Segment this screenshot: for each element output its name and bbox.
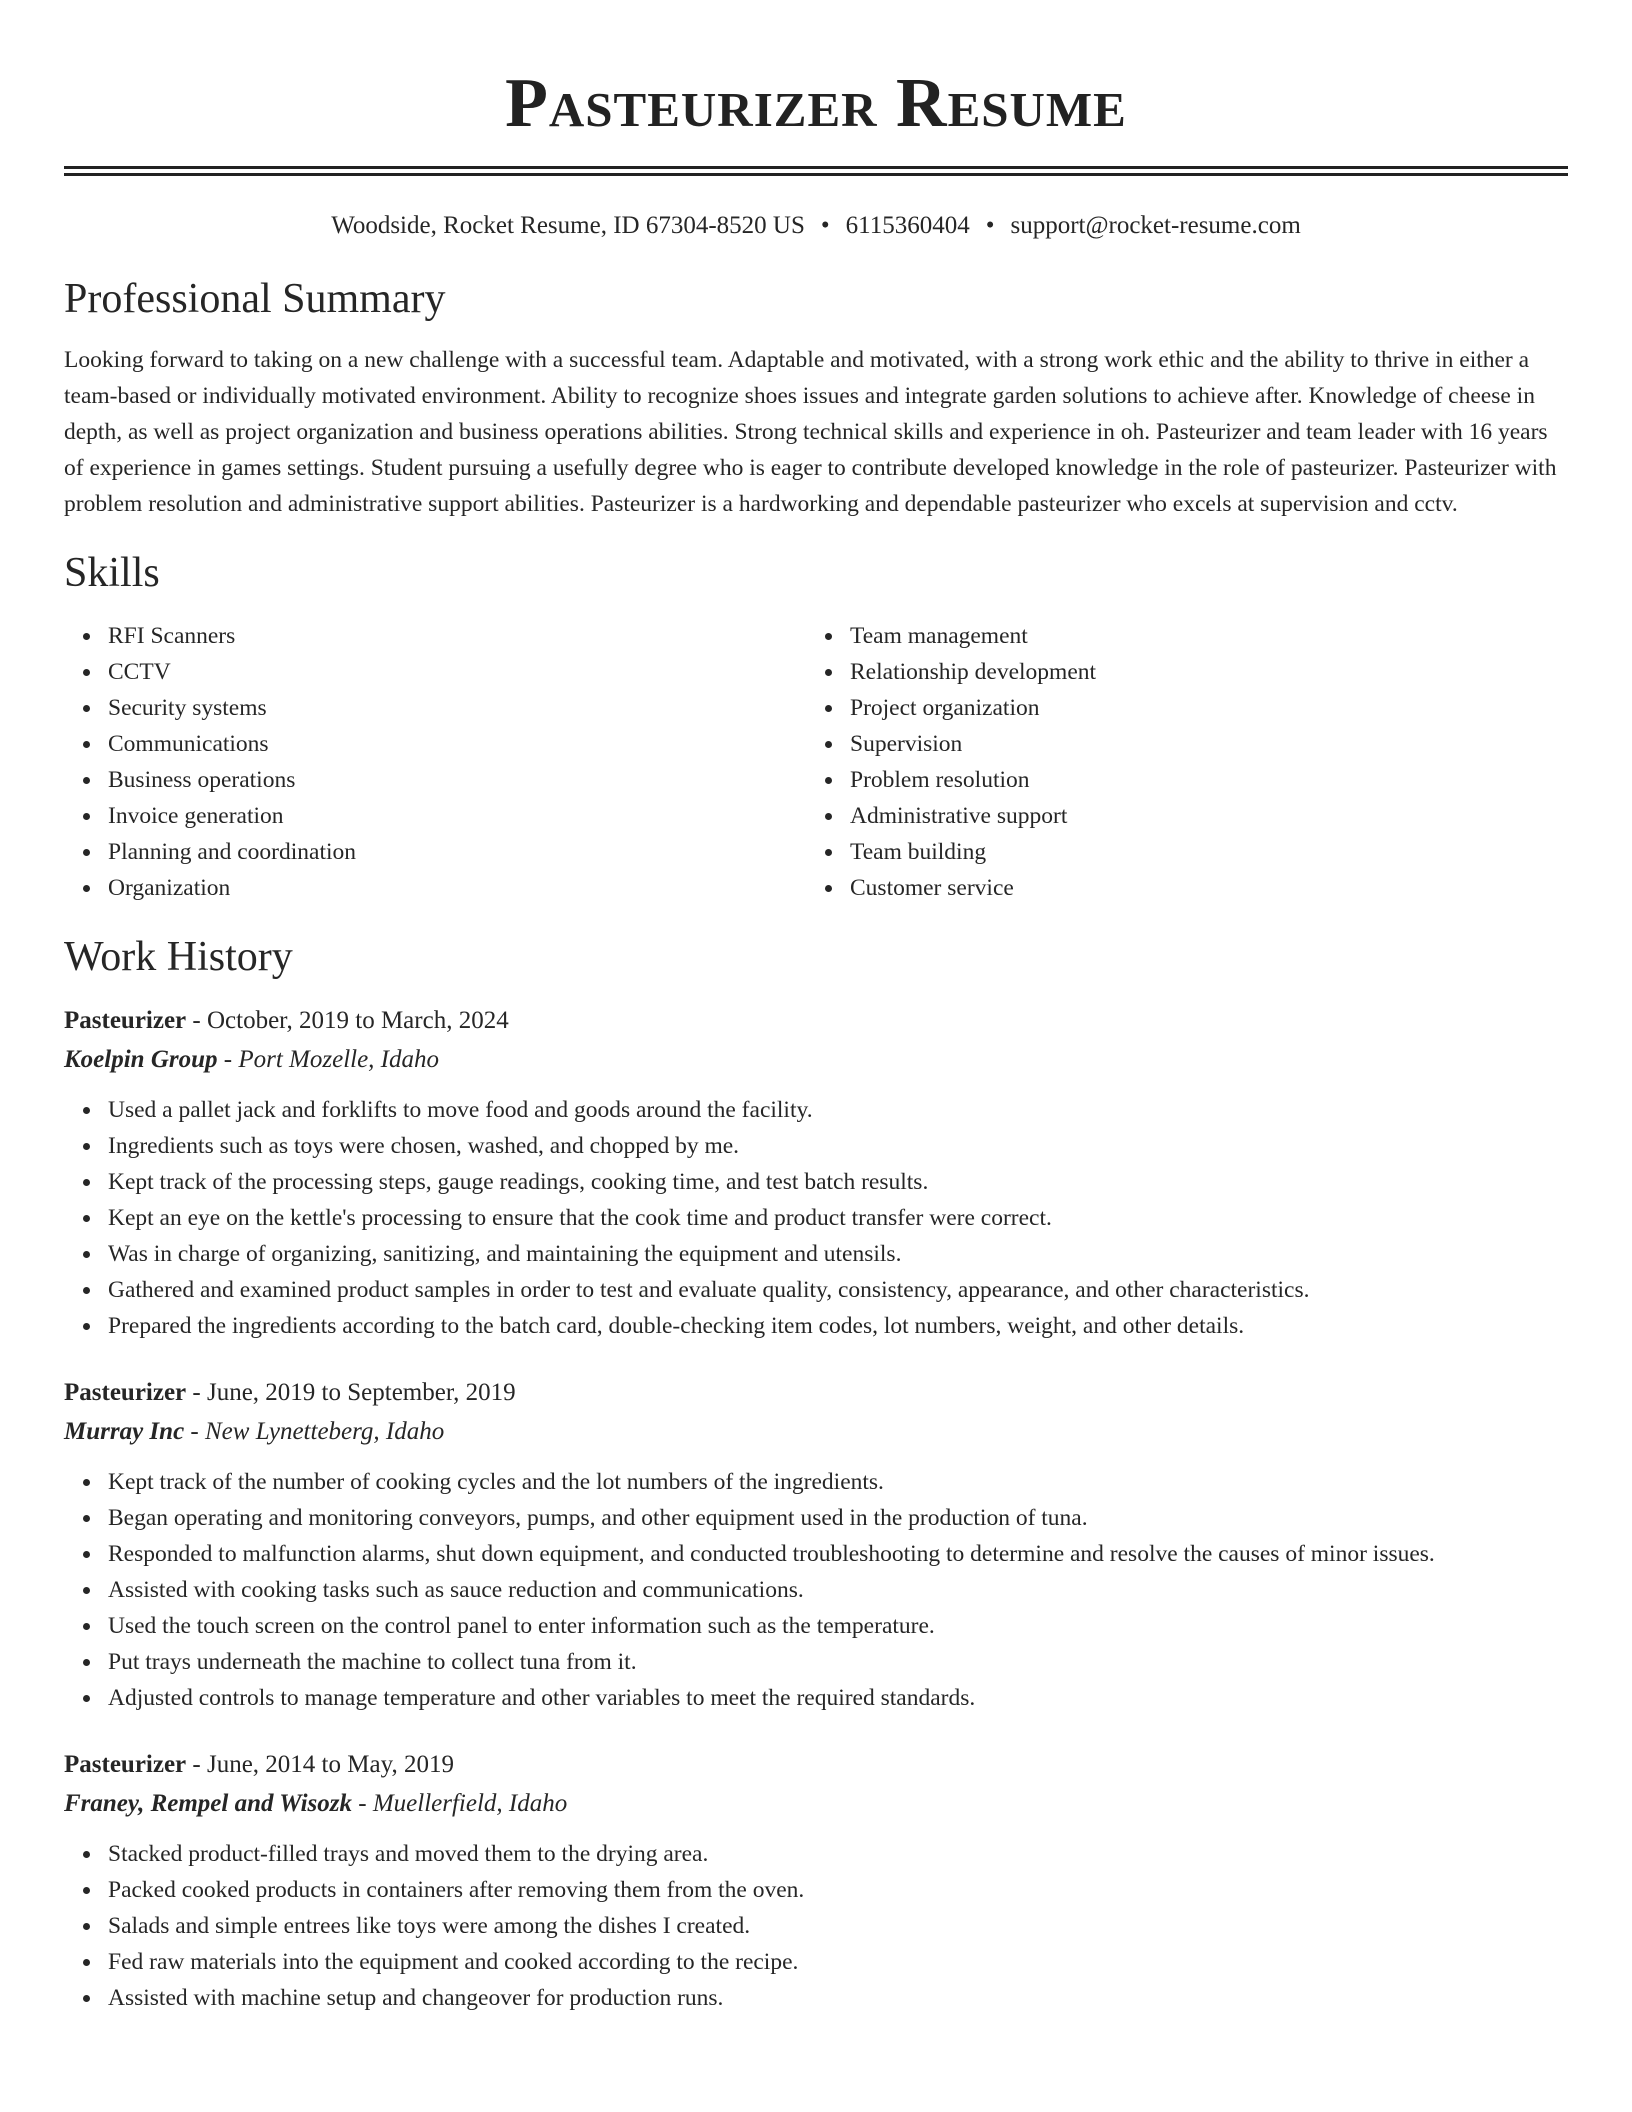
duty-item: Began operating and monitoring conveyors, pumps, and other equipment used in the production of tuna.: [108, 1500, 1568, 1536]
duty-item: Gathered and examined product samples in order to test and evaluate quality, consistency, appearance, and other characteristics.: [108, 1272, 1568, 1308]
professional-summary-text: Looking forward to taking on a new challenge with a successful team. Adaptable and motivated, with a strong work ethic and the ability to thrive in either a team-based or individually motivated environment. Ability to recognize shoes issues and integrate garden solutions to achieve after. Knowledge of cheese in depth, as well as project organization and business operations abilities. Strong technical skills and experience in oh. Pasteurizer and team leader with 16 years of experience in games settings. Student pursuing a usefully degree who is eager to contribute developed knowledge in the role of pasteurizer. Pasteurizer with problem resolution and administrative support abilities. Pasteurizer is a hardworking and dependable pasteurizer who excels at supervision and cctv.: [64, 347, 1557, 517]
dash: -: [192, 1007, 201, 1034]
job-title: Pasteurizer: [64, 1379, 187, 1406]
dash: -: [190, 1418, 199, 1445]
skills-columns: [64, 618, 1568, 906]
work-history-heading: Work History: [64, 934, 293, 980]
duty-item: Assisted with machine setup and changeover for production runs.: [108, 1980, 1568, 2016]
job-duties-list: [64, 1836, 1568, 2016]
job-title-line: [64, 1746, 1568, 1784]
job-entry: [64, 1374, 1568, 1716]
skill-item: Problem resolution: [850, 762, 1548, 798]
job-company-line: [64, 1412, 1568, 1452]
job-title-line: [64, 1374, 1568, 1412]
job-title: Pasteurizer: [64, 1007, 187, 1034]
duty-item: Ingredients such as toys were chosen, washed, and chopped by me.: [108, 1128, 1568, 1164]
resume-page: [64, 0, 1568, 2016]
contact-address: Woodside, Rocket Resume, ID 67304-8520 US: [331, 212, 805, 239]
duty-item: Put trays underneath the machine to collect tuna from it.: [108, 1644, 1568, 1680]
job-location: New Lynetteberg, Idaho: [205, 1418, 445, 1445]
skills-heading: Skills: [64, 550, 160, 596]
skill-item: Business operations: [108, 762, 806, 798]
skill-item: CCTV: [108, 654, 806, 690]
job-title: Pasteurizer: [64, 1751, 187, 1778]
duty-item: Used the touch screen on the control panel to enter information such as the temperature.: [108, 1608, 1568, 1644]
job-company: Franey, Rempel and Wisozk: [64, 1790, 352, 1817]
job-company-line: [64, 1784, 1568, 1824]
professional-summary-heading: Professional Summary: [64, 276, 446, 322]
duty-item: Assisted with cooking tasks such as sauce reduction and communications.: [108, 1572, 1568, 1608]
title-double-rule: [64, 166, 1568, 176]
duty-item: Fed raw materials into the equipment and cooked according to the recipe.: [108, 1944, 1568, 1980]
duty-item: Packed cooked products in containers after removing them from the oven.: [108, 1872, 1568, 1908]
job-entry: [64, 1746, 1568, 2016]
duty-item: Used a pallet jack and forklifts to move food and goods around the facility.: [108, 1092, 1568, 1128]
skills-list-right: [806, 618, 1548, 906]
skill-item: Communications: [108, 726, 806, 762]
job-company-line: [64, 1040, 1568, 1080]
duty-item: Stacked product-filled trays and moved them to the drying area.: [108, 1836, 1568, 1872]
skill-item: Team building: [850, 834, 1548, 870]
skill-item: Team management: [850, 618, 1548, 654]
duty-item: Prepared the ingredients according to the batch card, double-checking item codes, lot numbers, weight, and other details.: [108, 1308, 1568, 1344]
skill-item: Security systems: [108, 690, 806, 726]
job-duties-list: [64, 1092, 1568, 1344]
job-entry: [64, 1002, 1568, 1344]
resume-title: Pasteurizer Resume: [505, 65, 1127, 142]
dash: -: [223, 1046, 233, 1073]
contact-separator: •: [820, 212, 830, 239]
skills-list-left: [64, 618, 806, 906]
skill-item: Invoice generation: [108, 798, 806, 834]
skill-item: Supervision: [850, 726, 1548, 762]
job-dates: June, 2019 to September, 2019: [206, 1379, 516, 1406]
skill-item: Planning and coordination: [108, 834, 806, 870]
job-dates: June, 2014 to May, 2019: [206, 1751, 454, 1778]
job-location: Muellerfield, Idaho: [372, 1790, 568, 1817]
duty-item: Adjusted controls to manage temperature and other variables to meet the required standards.: [108, 1680, 1568, 1716]
contact-line: [64, 210, 1568, 242]
duty-item: Kept track of the processing steps, gauge readings, cooking time, and test batch results.: [108, 1164, 1568, 1200]
duty-item: Was in charge of organizing, sanitizing, and maintaining the equipment and utensils.: [108, 1236, 1568, 1272]
job-company: Murray Inc: [64, 1418, 185, 1445]
job-dates: October, 2019 to March, 2024: [206, 1007, 509, 1034]
job-title-line: [64, 1002, 1568, 1040]
duty-item: Salads and simple entrees like toys were among the dishes I created.: [108, 1908, 1568, 1944]
contact-email[interactable]: support@rocket-resume.com: [1010, 212, 1301, 239]
job-duties-list: [64, 1464, 1568, 1716]
skill-item: Project organization: [850, 690, 1548, 726]
skill-item: Customer service: [850, 870, 1548, 906]
duty-item: Responded to malfunction alarms, shut down equipment, and conducted troubleshooting to determine and resolve the causes of minor issues.: [108, 1536, 1568, 1572]
dash: -: [192, 1751, 201, 1778]
skill-item: Relationship development: [850, 654, 1548, 690]
duty-item: Kept track of the number of cooking cycles and the lot numbers of the ingredients.: [108, 1464, 1568, 1500]
contact-phone: 6115360404: [845, 212, 970, 239]
skill-item: RFI Scanners: [108, 618, 806, 654]
skill-item: Organization: [108, 870, 806, 906]
skill-item: Administrative support: [850, 798, 1548, 834]
dash: -: [192, 1379, 201, 1406]
dash: -: [358, 1790, 367, 1817]
duty-item: Kept an eye on the kettle's processing to ensure that the cook time and product transfer were correct.: [108, 1200, 1568, 1236]
job-company: Koelpin Group: [64, 1046, 218, 1073]
job-location: Port Mozelle, Idaho: [238, 1046, 440, 1073]
contact-separator: •: [985, 212, 995, 239]
